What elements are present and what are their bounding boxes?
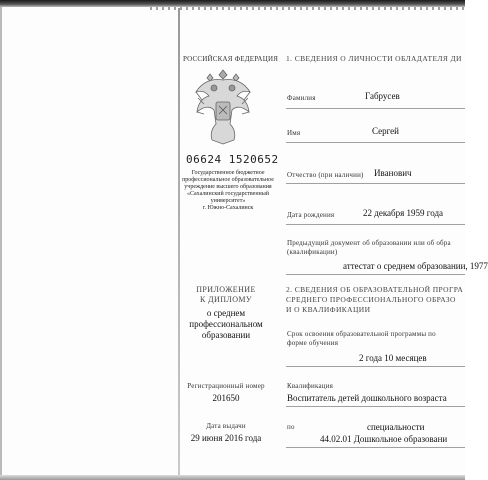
appendix-subtitle-line2: профессиональном <box>189 319 263 329</box>
reg-number-label: Регистрационный номер <box>187 382 265 390</box>
scan-top-band <box>0 0 465 7</box>
patronymic-label: Отчество (при наличии) <box>287 171 364 179</box>
institution-line: Государственное бюджетное <box>191 170 265 176</box>
name-label: Имя <box>287 129 301 137</box>
appendix-subtitle-line1: о среднем <box>206 308 246 318</box>
term-label-line2: форме обучения <box>287 339 339 347</box>
institution-city: г. Южно-Сахалинск <box>202 205 254 211</box>
program-prefix: по <box>287 423 295 431</box>
birth-date-value: 22 декабря 1959 года <box>363 208 444 218</box>
institution-line: университет» <box>210 198 246 204</box>
section2-header-line1: 2. СВЕДЕНИЯ ОБ ОБРАЗОВАТЕЛЬНОЙ ПРОГРА <box>286 285 464 294</box>
appendix-title-line2: К ДИПЛОМУ <box>200 295 252 304</box>
term-value: 2 года 10 месяцев <box>359 353 427 363</box>
prev-doc-value: аттестат о среднем образовании, 1977 <box>343 261 488 271</box>
qualification-label: Квалификация <box>287 382 334 390</box>
field-underline <box>286 366 465 367</box>
field-underline <box>286 108 465 109</box>
field-underline <box>286 142 465 143</box>
appendix-subtitle-line3: образовании <box>201 330 251 340</box>
diploma-serial-number: 06624 1520652 <box>186 153 279 166</box>
scan-left-edge <box>0 7 2 480</box>
birth-date-label: Дата рождения <box>287 211 335 219</box>
field-underline <box>286 447 465 448</box>
scan-bottom-edge <box>0 475 465 480</box>
section1-header: 1. СВЕДЕНИЯ О ЛИЧНОСТИ ОБЛАДАТЕЛЯ ДИ <box>286 54 462 63</box>
field-underline <box>286 183 465 184</box>
name-value: Сергей <box>372 126 399 136</box>
issuing-institution <box>181 170 275 211</box>
section2-header-line3: И О КВАЛИФИКАЦИИ <box>286 305 371 314</box>
issue-date-value: 29 июня 2016 года <box>190 433 262 443</box>
surname-label: Фамилия <box>287 94 316 102</box>
section2-header-line2: СРЕДНЕГО ПРОФЕССИОНАЛЬНОГО ОБРАЗО <box>286 295 456 304</box>
field-underline <box>286 274 465 275</box>
reg-number-value: 201650 <box>212 393 240 403</box>
specialty-label: специальности <box>367 422 425 432</box>
term-label-line1: Срок освоения образовательной программы по <box>287 330 436 338</box>
appendix-title-line1: ПРИЛОЖЕНИЕ <box>196 285 256 294</box>
country-header: РОССИЙСКАЯ ФЕДЕРАЦИЯ <box>183 55 279 63</box>
institution-line: «Сахалинский государственный <box>186 191 269 197</box>
patronymic-value: Иванович <box>374 168 412 178</box>
field-underline <box>286 406 465 407</box>
institution-line: профессиональное образовательное <box>182 177 274 183</box>
issue-date-label: Дата выдачи <box>206 422 246 430</box>
prev-doc-label-line1: Предыдущий документ об образовании или об обра <box>287 239 451 247</box>
prev-doc-label-line2: (квалификации) <box>287 248 338 256</box>
scan-top-dust <box>150 7 465 10</box>
qualification-value: Воспитатель детей дошкольного возраста <box>287 393 447 403</box>
page-seam <box>178 8 180 480</box>
institution-line: учреждение высшего образования <box>184 184 272 190</box>
specialty-value: 44.02.01 Дошкольное образовани <box>320 434 448 444</box>
field-underline <box>286 224 465 225</box>
surname-value: Габрусев <box>365 91 400 101</box>
coat-of-arms-emblem <box>192 64 254 146</box>
